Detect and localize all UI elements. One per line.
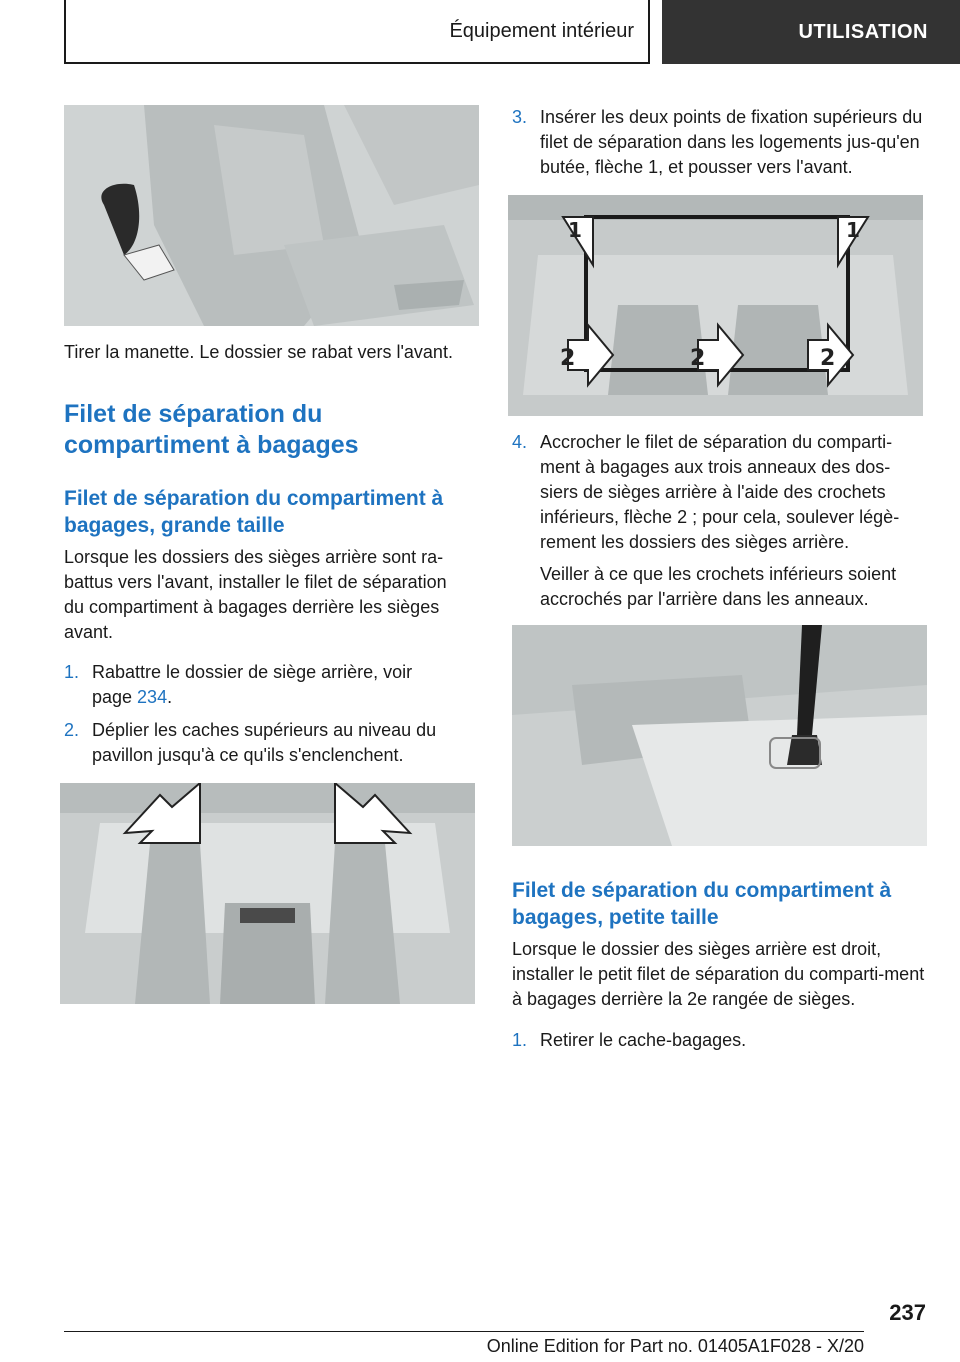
header-chapter-title: UTILISATION bbox=[798, 20, 928, 43]
step-3-large bbox=[512, 105, 927, 183]
svg-text:2: 2 bbox=[690, 346, 706, 371]
page-link-234[interactable]: 234 bbox=[137, 687, 168, 707]
step-1-small bbox=[512, 1028, 927, 1053]
svg-text:2: 2 bbox=[820, 346, 836, 371]
figure-lower-hooks bbox=[512, 625, 927, 846]
header-section-title: Équipement intérieur bbox=[449, 19, 634, 42]
svg-text:1: 1 bbox=[846, 218, 860, 242]
step-number: 2. bbox=[64, 720, 80, 740]
step-number: 4. bbox=[512, 432, 528, 452]
step-2-large bbox=[64, 718, 479, 768]
figure-net-fixation-points bbox=[508, 195, 923, 416]
intro-large-net: Lorsque les dossiers des sièges arrière sont ra-battus vers l'avant, installer le filet de séparation du compartiment à bagages derrière les sièges avant. bbox=[64, 547, 447, 642]
header-section-tab bbox=[64, 0, 650, 64]
roof-covers-illustration bbox=[60, 783, 475, 1004]
step-number: 1. bbox=[512, 1030, 528, 1050]
header-chapter-tab bbox=[662, 0, 960, 64]
figure-seat-lever bbox=[64, 105, 479, 326]
footer-divider bbox=[64, 1331, 864, 1332]
footer-edition: Online Edition for Part no. 01405A1F028 - X/20 bbox=[486, 1336, 864, 1356]
step-text: Rabattre le dossier de siège arrière, voir page 234. bbox=[92, 662, 413, 707]
step-4-large bbox=[512, 430, 927, 555]
step-text: Insérer les deux points de fixation supérieurs du filet de séparation dans les logements jus-qu'en butée, flèche 1, et pousser vers l'avant. bbox=[540, 107, 923, 177]
step-number: 3. bbox=[512, 107, 528, 127]
svg-text:1: 1 bbox=[568, 218, 582, 242]
caption-seat-lever: Tirer la manette. Le dossier se rabat vers l'avant. bbox=[64, 342, 453, 362]
step-text: Retirer le cache-bagages. bbox=[540, 1030, 747, 1050]
step-text: Déplier les caches supérieurs au niveau du pavillon jusqu'à ce qu'ils s'enclenchent. bbox=[92, 720, 437, 765]
lower-hooks-illustration bbox=[512, 625, 927, 846]
seat-lever-illustration bbox=[64, 105, 479, 326]
figure-roof-covers bbox=[60, 783, 475, 1004]
heading-luggage-net: Filet de séparation du compartiment à bagages bbox=[64, 400, 359, 459]
heading-luggage-net-small: Filet de séparation du compartiment à bagages, petite taille bbox=[512, 879, 892, 929]
intro-small-net: Lorsque le dossier des sièges arrière est droit, installer le petit filet de séparation du comparti-ment à bagages derrière la 2e rangée de sièges. bbox=[512, 939, 925, 1009]
step-1-large bbox=[64, 660, 479, 710]
page-number: 237 bbox=[889, 1300, 926, 1325]
net-fixation-illustration bbox=[508, 195, 923, 416]
note-hooks: Veiller à ce que les crochets inférieurs soient accrochés par l'arrière dans les anneaux. bbox=[540, 564, 897, 609]
step-number: 1. bbox=[64, 662, 80, 682]
heading-luggage-net-large: Filet de séparation du compartiment à bagages, grande taille bbox=[64, 487, 444, 537]
step-text: Accrocher le filet de séparation du comparti-ment à bagages aux trois anneaux des dos-siers de sièges arrière à l'aide des crochets inférieurs, flèche 2 ; pour cela, soulever légè-rement les dossiers des sièges arrière. bbox=[540, 432, 900, 552]
svg-text:2: 2 bbox=[560, 346, 576, 371]
